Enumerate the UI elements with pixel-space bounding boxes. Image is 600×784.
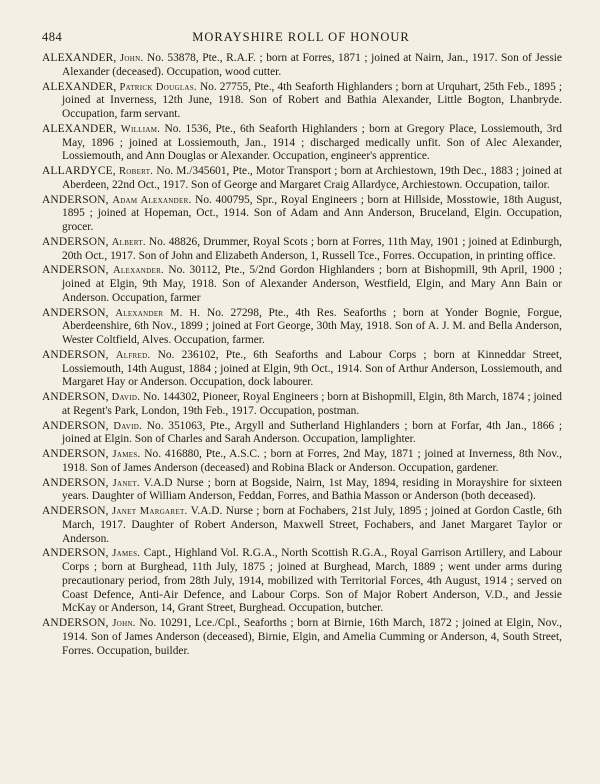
roll-entry: ANDERSON, James. No. 416880, Pte., A.S.C. ; born at Forres, 2nd May, 1871 ; joined at Inverness, 8th Nov., 1918. Son of James Anderson (deceased) and Robina Black or Anderson. Occupation, gardener. — [42, 448, 562, 474]
page-number: 484 — [42, 30, 63, 44]
roll-entry: ANDERSON, David. No. 144302, Pioneer, Royal Engineers ; born at Bishopmill, Elgin, 8th March, 1874 ; joined at Regent's Park, London, 19th Feb., 1917. Occupation, postman. — [42, 391, 562, 417]
roll-entries — [42, 52, 562, 659]
roll-entry: ANDERSON, Alfred. No. 236102, Pte., 6th Seaforths and Labour Corps ; born at Kinneddar Street, Lossiemouth, 14th August, 1884 ; joined at Elgin, 9th Oct., 1914. Son of Arthur Anderson, Lossiemouth, and Margaret Hay or Anderson. Occupation, dock labourer. — [42, 348, 562, 389]
roll-entry: ALEXANDER, John. No. 53878, Pte., R.A.F. ; born at Forres, 1871 ; joined at Nairn, Jan., 1917. Son of Jessie Alexander (deceased). Occupation, wood cutter. — [42, 52, 562, 78]
page-header — [42, 30, 560, 45]
roll-entry: ANDERSON, Alexander M. H. No. 27298, Pte., 4th Res. Seaforths ; born at Yonder Bognie, Forgue, Aberdeenshire, 6th Nov., 1899 ; joined at Fort George, 30th May, 1918. Son of A. J. M. and Bella Anderson, Wester Coltfield, Alves. Occupation, farmer. — [42, 306, 562, 346]
roll-entry: ANDERSON, James. Capt., Highland Vol. R.G.A., North Scottish R.G.A., Royal Garrison Artillery, and Labour Corps ; born at Burghead, 11th July, 1875 ; joined at Burghead, March, 1889 ; went under arms during precautionary period, from 28th July, 1914, mobilized with Territorial Forces, 4th August, 1914 ; served on Coast Defence, Anti-Air Defence, and Labour Corps. Son of Major Robert Anderson, V.D., and Jessie McKay or Anderson, 14, Grant Street, Burghead. Occupation, butcher. — [42, 547, 562, 615]
roll-entry: ANDERSON, Janet Margaret. V.A.D. Nurse ; born at Fochabers, 21st July, 1895 ; joined at Gordon Castle, 6th March, 1917. Daughter of Robert Anderson, Maxwell Street, Fochabers, and Janet Margaret Taylor or Anderson. — [42, 505, 562, 545]
roll-entry: ANDERSON, David. No. 351063, Pte., Argyll and Sutherland Highlanders ; born at Forfar, 4th Jan., 1866 ; joined at Elgin. Son of Charles and Sarah Anderson. Occupation, lamplighter. — [42, 419, 562, 446]
running-title: MORAYSHIRE ROLL OF HONOUR — [192, 30, 410, 44]
roll-entry: ANDERSON, Adam Alexander. No. 400795, Spr., Royal Engineers ; born at Hillside, Mosstowie, 18th August, 1895 ; joined at Hopeman, Oct., 1914. Son of Adam and Ann Anderson, Bruceland, Elgin. Occupation, grocer. — [42, 193, 562, 233]
roll-entry: ANDERSON, Albert. No. 48826, Drummer, Royal Scots ; born at Forres, 11th May, 1901 ; joined at Edinburgh, 20th Oct., 1917. Son of John and Elizabeth Anderson, 1, Russell Tce., Forres. Occupation, in printing office. — [42, 235, 562, 262]
roll-entry: ALLARDYCE, Robert. No. M./345601, Pte., Motor Transport ; born at Archiestown, 19th Dec., 1883 ; joined at Aberdeen, 22nd Oct., 1917. Son of George and Margaret Craig Allardyce, Archiestown. Occupation, tailor. — [42, 165, 562, 191]
roll-entry: ALEXANDER, William. No. 1536, Pte., 6th Seaforth Highlanders ; born at Gregory Place, Lossiemouth, 3rd May, 1896 ; joined at Lossiemouth, Jan., 1914 ; discharged medically unfit. Son of Alec Alexander, Lossiemouth, and Ann Douglas or Alexander. Occupation, engineer's apprentice. — [42, 122, 562, 163]
roll-entry: ANDERSON, Alexander. No. 30112, Pte., 5/2nd Gordon Highlanders ; born at Bishopmill, 9th April, 1900 ; joined at Elgin, 9th May, 1918. Son of Alexander Anderson, Westfield, Elgin, and Mary Ann Bain or Anderson. Occupation, farmer — [42, 264, 562, 304]
roll-entry: ALEXANDER, Patrick Douglas. No. 27755, Pte., 4th Seaforth Highlanders ; born at Urquhart, 25th Feb., 1895 ; joined at Inverness, 12th June, 1918. Son of Robert and Bathia Alexander, Little Bogton, Lhanbryde. Occupation, farm servant. — [42, 80, 562, 120]
roll-entry: ANDERSON, Janet. V.A.D Nurse ; born at Bogside, Nairn, 1st May, 1894, residing in Morayshire for sixteen years. Daughter of William Anderson, Feddan, Forres, and Bathia Masson or Anderson (both deceased). — [42, 476, 562, 503]
roll-entry: ANDERSON, John. No. 10291, Lce./Cpl., Seaforths ; born at Birnie, 16th March, 1872 ; joined at Elgin, Nov., 1914. Son of James Anderson (deceased), Birnie, Elgin, and Amelia Cumming or Anderson, 4, South Street, Forres. Occupation, builder. — [42, 617, 562, 657]
